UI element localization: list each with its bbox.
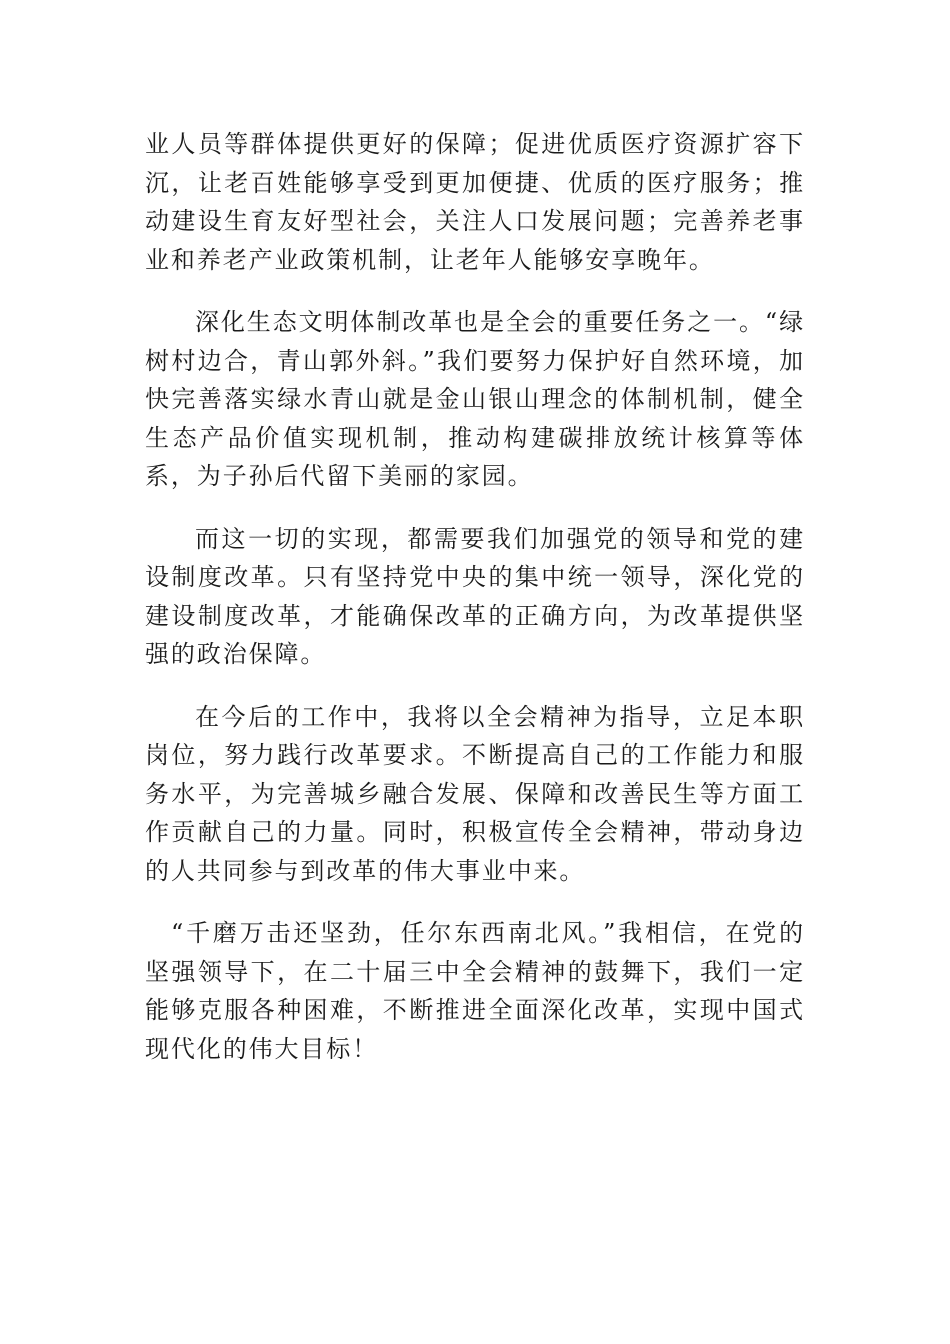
paragraph-5: “千磨万击还坚劲，任尔东西南北风。”我相信，在党的坚强领导下，在二十届三中全会精神的鼓舞下，我们一定能够克服各种困难，不断推进全面深化改革，实现中国式现代化的伟大目标！ (145, 919, 805, 1063)
paragraph-1: 业人员等群体提供更好的保障；促进优质医疗资源扩容下沉，让老百姓能够享受到更加便捷、优质的医疗服务；推动建设生育友好型社会，关注人口发展问题；完善养老事业和养老产业政策机制，让老年人能够安享晚年。 (145, 130, 805, 274)
paragraph-4: 在今后的工作中，我将以全会精神为指导，立足本职岗位，努力践行改革要求。不断提高自己的工作能力和服务水平，为完善城乡融合发展、保障和改善民生等方面工作贡献自己的力量。同时，积极宣传全会精神，带动身边的人共同参与到改革的伟大事业中来。 (145, 702, 805, 885)
document-body (145, 125, 805, 1068)
paragraph-2: 深化生态文明体制改革也是全会的重要任务之一。“绿树村边合，青山郭外斜。”我们要努力保护好自然环境，加快完善落实绿水青山就是金山银山理念的体制机制，健全生态产品价值实现机制，推动构建碳排放统计核算等体系，为子孙后代留下美丽的家园。 (145, 308, 805, 490)
paragraph-3: 而这一切的实现，都需要我们加强党的领导和党的建设制度改革。只有坚持党中央的集中统一领导，深化党的建设制度改革，才能确保改革的正确方向，为改革提供坚强的政治保障。 (145, 524, 805, 668)
